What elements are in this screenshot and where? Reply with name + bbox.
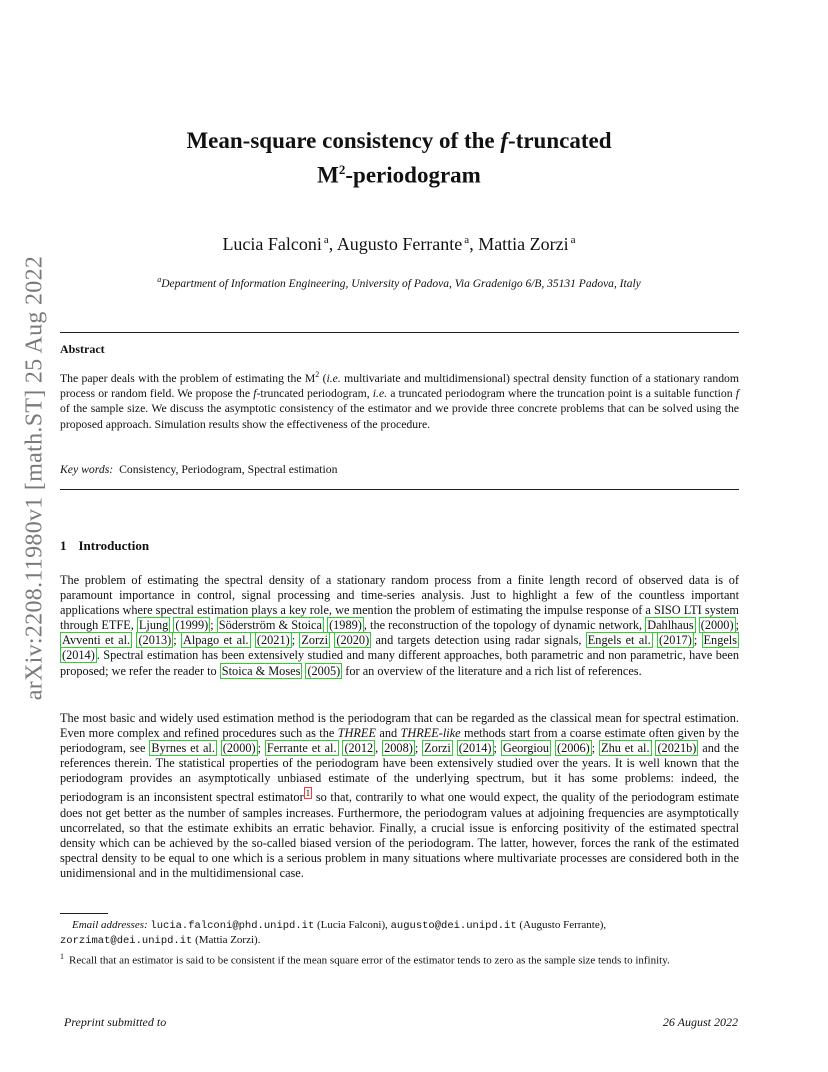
- citation-link[interactable]: Ljung: [138, 618, 169, 633]
- section-heading: 1 Introduction: [60, 538, 150, 553]
- footer-date: 26 August 2022: [662, 1015, 738, 1029]
- author-name: Mattia Zorzi: [478, 234, 569, 254]
- citation-link[interactable]: (2013): [138, 633, 172, 648]
- citation-link[interactable]: (2021): [256, 633, 290, 648]
- intro-paragraph-2: The most basic and widely used estimation method is the periodogram that can be regarded as the classical mean for spectral estimation. Even more complex and refined procedures such as the THREE and THREE-like methods start from a coarse estimate often given by the periodogram, see Byrnes et al. (2000) ; Ferrante et al. (2012 , 2008) ; Zorzi (2014) ; Georgiou (2006) ; Zhu et al. (2021b) and the references therein. The statistical properties of the periodogram have been extensively studied over the years. It is well known that the periodogram provides an asymptotically unbiased estimate of the underlying spectrum, but it has some problems: indeed, the periodogram is an inconsistent spectral estimator $^1$ so that, contrarily to what one would expect, the quality of the periodogram estimate does not get better as the number of samples increases. Furthermore, the periodogram values at adjoining frequencies are asymptotically uncorrelated, so that the estimate exhibits an erratic behavior. Finally, a crucial issue is enforcing positivity of the estimated spectral density which can be achieved by the so-called biased version of the periodogram. The latter, however, forces the rank of the estimated spectral density to be equal to one which is a serious problem in many situations where multivariate processes are considered both in the unidimensional and in the multidimensional case.: [60, 711, 739, 881]
- citation-link[interactable]: (1989): [329, 618, 362, 633]
- citation-link[interactable]: Zhu et al.: [601, 741, 650, 756]
- citation-link[interactable]: (2014): [458, 741, 492, 756]
- affiliation: $^a$Department of Information Engineering, University of Padova, Via Gradenigo 6/B, 35131 Padova, Italy: [157, 275, 641, 290]
- citation-link[interactable]: (2020): [336, 633, 370, 648]
- citation-link[interactable]: Engels et al.: [587, 633, 651, 648]
- citation-link[interactable]: (2014): [62, 648, 95, 663]
- keywords: Key words: Consistency, Periodogram, Spectral estimation: [60, 463, 338, 476]
- citation-link[interactable]: Engels: [703, 633, 737, 648]
- citation-link[interactable]: Avventi et al.: [62, 633, 131, 648]
- citation-link[interactable]: Söderström & Stoica: [218, 618, 322, 633]
- citation-link[interactable]: (2000): [222, 741, 256, 756]
- citation-link[interactable]: (2000): [700, 618, 734, 633]
- author-list: Lucia Falconi $^a$, Augusto Ferrante $^a$, Mattia Zorzi $^a$: [222, 234, 576, 254]
- citation-link[interactable]: (2021b): [657, 741, 697, 756]
- citation-link[interactable]: Zorzi: [424, 741, 451, 756]
- abstract-body: The paper deals with the problem of estimating the $M^2$ (i.e. multivariate and multidimensional) spectral density function of a stationary random process or random field. We propose the f-truncated periodogram, i.e. a truncated periodogram where the truncation point is a suitable function f of the sample size. We discuss the asymptotic consistency of the estimator and we provide three concrete problems that can be solved using the proposed approach. Simulation results show the effectiveness of the procedure.: [60, 370, 739, 431]
- citation-link[interactable]: Alpago et al.: [182, 633, 249, 648]
- citation-link[interactable]: Georgiou: [502, 741, 550, 756]
- footnote-1: $^1$ Recall that an estimator is said to be consistent if the mean square error of the estimator tends to zero as the sample size tends to infinity.: [60, 952, 670, 967]
- citation-link[interactable]: (2005): [307, 663, 341, 678]
- email-link[interactable]: augusto@dei.unipd.it: [390, 920, 517, 932]
- citation-link[interactable]: Zorzi: [301, 633, 329, 648]
- intro-paragraph-1: The problem of estimating the spectral density of a stationary random process from a finite length record of observed data is of paramount importance in control, signal processing and time-series analysis. Just to highlight a few of the countless important applications where spectral estimation plays a key role, we mention the problem of estimating the impulse response of a SISO LTI system through ETFE, Ljung (1999) ; Söderström & Stoica (1989) , the reconstruction of the topology of dynamic network, Dahlhaus (2000) ; Avventi et al. (2013) ; Alpago et al. (2021) ; Zorzi (2020) and targets detection using radar signals, Engels et al. (2017) ; Engels (2014) . Spectral estimation has been extensively studied and many different approaches, both parametric and non parametric, have been proposed; we refer the reader to Stoica & Moses (2005) for an overview of the literature and a rich list of references.: [60, 573, 739, 678]
- paper-title: Mean-square consistency of the f-truncated $M^2$-periodogram: [186, 128, 612, 188]
- author-name: Augusto Ferrante: [336, 234, 463, 254]
- footnote-link[interactable]: 1: [305, 788, 311, 799]
- arxiv-identifier: arXiv:2208.11980v1 [math.ST] 25 Aug 2022: [21, 255, 48, 701]
- citation-link[interactable]: (2006): [556, 741, 590, 756]
- footnotes: [60, 918, 739, 968]
- divider: [60, 332, 739, 333]
- author-name: Lucia Falconi: [222, 234, 322, 254]
- citation-link[interactable]: (2012: [344, 741, 374, 756]
- citation-link[interactable]: Ferrante et al.: [266, 741, 337, 756]
- abstract-heading: Abstract: [60, 342, 105, 356]
- arxiv-sidebar: [12, 255, 58, 701]
- footnote-divider: [60, 913, 108, 914]
- citation-link[interactable]: Stoica & Moses: [221, 663, 301, 678]
- email-link[interactable]: lucia.falconi@phd.unipd.it: [150, 920, 315, 932]
- citation-link[interactable]: Byrnes et al.: [151, 741, 215, 756]
- email-link[interactable]: zorzimat@dei.unipd.it: [60, 935, 193, 947]
- citation-link[interactable]: (2017): [659, 633, 692, 648]
- citation-link[interactable]: 2008): [384, 741, 413, 756]
- preprint-note: Preprint submitted to: [64, 1015, 167, 1029]
- divider: [60, 489, 739, 490]
- citation-link[interactable]: (1999): [175, 618, 209, 633]
- email-addresses: Email addresses: lucia.falconi@phd.unipd.it (Lucia Falconi), augusto@dei.unipd.it (Augusto Ferrante), zorzimat@dei.unipd.it (Mattia Zorzi).: [60, 919, 607, 947]
- citation-link[interactable]: Dahlhaus: [647, 618, 694, 633]
